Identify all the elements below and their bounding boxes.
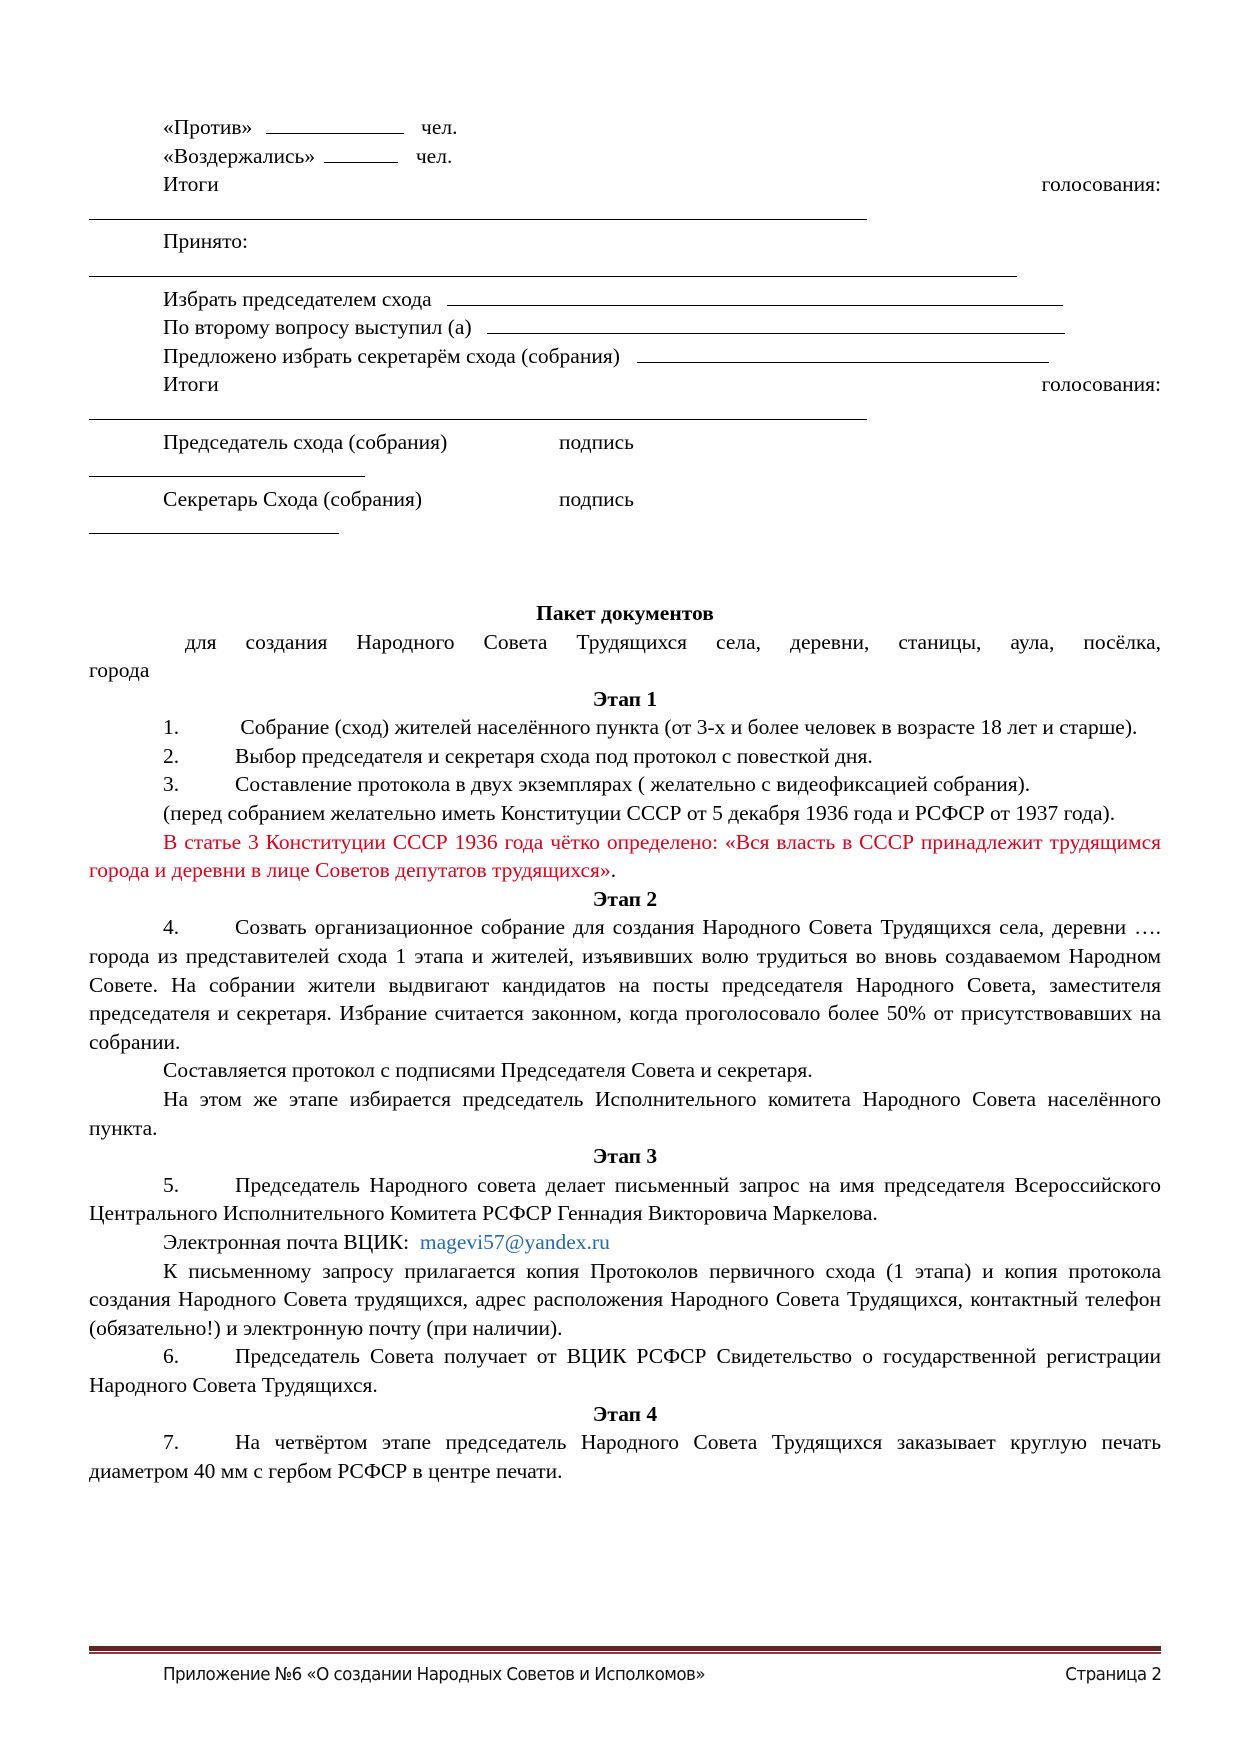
accepted-field[interactable] bbox=[89, 256, 1161, 285]
item-text: Составление протокола в двух экземплярах ( желательно с видеофиксацией собрания). bbox=[235, 772, 1031, 797]
page-number: Страница 2 bbox=[1064, 1664, 1161, 1685]
item-number: 6. bbox=[163, 1344, 180, 1369]
accepted-underline[interactable] bbox=[89, 258, 1017, 277]
accepted-line bbox=[89, 227, 1161, 256]
results-label-voting-2: голосования: bbox=[1041, 372, 1161, 397]
chair-signature-field[interactable] bbox=[89, 456, 1161, 485]
email-label: Электронная почта ВЦИК: bbox=[163, 1229, 410, 1254]
chair-signature-word: подпись bbox=[559, 429, 634, 454]
item-text: Выбор председателя и секретаря схода под протокол с повесткой дня. bbox=[235, 743, 873, 768]
propose-secretary-line bbox=[89, 342, 1161, 371]
constitution-quote: В статье 3 Конституции СССР 1936 года чётко определено: «Вся власть в СССР принадлежит трудящимся города и деревни в лице Советов депутатов трудящихся» bbox=[89, 829, 1161, 883]
propose-secretary-field[interactable] bbox=[637, 344, 1049, 363]
elect-chair-label: Избрать председателем схода bbox=[163, 286, 432, 311]
against-label: «Против» bbox=[163, 115, 253, 139]
spacer bbox=[89, 542, 1161, 599]
elect-chair-field[interactable] bbox=[447, 287, 1063, 306]
footer-divider bbox=[89, 1646, 1161, 1654]
item-text: Председатель Совета получает от ВЦИК РСФСР Свидетельство о государственной регистрации Народного Совета Трудящихся. bbox=[89, 1344, 1161, 1397]
secretary-signature-word: подпись bbox=[559, 486, 634, 511]
results-field-2[interactable] bbox=[89, 399, 1161, 428]
results-label-voting: голосования: bbox=[1041, 172, 1161, 197]
second-question-field[interactable] bbox=[487, 315, 1065, 334]
accepted-label: Принято: bbox=[163, 229, 249, 254]
package-title: Пакет документов bbox=[536, 600, 714, 625]
results-underline[interactable] bbox=[89, 201, 867, 220]
item-text: На четвёртом этапе председатель Народного Совета Трудящихся заказывает круглую печать диаметром 40 мм с гербом РСФСР в центре печати. bbox=[89, 1430, 1161, 1483]
secretary-signature-field[interactable] bbox=[89, 513, 1161, 542]
stage-1-highlight bbox=[89, 828, 1161, 885]
stage-1-item-1 bbox=[89, 713, 1161, 742]
stage-3-item-5 bbox=[89, 1171, 1161, 1228]
item-text: Созвать организационное собрание для создания Народного Совета Трудящихся села, деревни …. города из представителей схода 1 этапа и жителей, изъявивших волю трудиться во вновь создаваемом Народном Совете. На собрании жители выдвигают кандидатов на посты председателя Народного Совета, заместителя председателя и секретаря. Избрание считается законном, когда проголосовало более 50% от присутствовавших на собрании. bbox=[89, 915, 1161, 1054]
against-unit: чел. bbox=[421, 115, 458, 139]
paragraph-text: На этом же этапе избирается председатель Исполнительного комитета Народного Совета населённого пункта. bbox=[89, 1087, 1161, 1140]
elect-chair-line bbox=[89, 285, 1161, 314]
second-question-line bbox=[89, 313, 1161, 342]
propose-secretary-label: Предложено избрать секретарём схода (собрания) bbox=[163, 343, 620, 368]
results-line-2 bbox=[89, 370, 1161, 399]
stage-3-item-6 bbox=[89, 1342, 1161, 1399]
package-subtitle-line2: города bbox=[89, 658, 150, 683]
stage-4-item-7 bbox=[89, 1428, 1161, 1485]
stage-4-title: Этап 4 bbox=[592, 1401, 658, 1426]
stage-2-item-4 bbox=[89, 913, 1161, 1056]
secretary-signature-underline[interactable] bbox=[89, 515, 339, 534]
abstained-unit: чел. bbox=[415, 143, 453, 168]
results-underline-2[interactable] bbox=[89, 401, 867, 420]
stage-1-item-3 bbox=[89, 770, 1161, 799]
item-text: Председатель Народного совета делает письменный запрос на имя председателя Всероссийского Центрального Исполнительного Комитета РСФСР Геннадия Викторовича Маркелова. bbox=[89, 1172, 1161, 1226]
item-number: 4. bbox=[163, 915, 180, 940]
footer-title: Приложение №6 «О создании Народных Советов и Исполкомов» bbox=[163, 1664, 706, 1685]
abstained-line bbox=[89, 142, 1161, 171]
document-body bbox=[89, 113, 1161, 1485]
package-subtitle-line1: для создания Народного Совета Трудящихся села, деревни, станицы, аула, посёлка, bbox=[185, 629, 1161, 654]
secretary-signature-line bbox=[89, 485, 1161, 514]
paragraph-text: Составляется протокол с подписями Председателя Совета и секретаря. bbox=[163, 1058, 813, 1083]
chair-signature-underline[interactable] bbox=[89, 458, 365, 477]
quote-end: . bbox=[610, 858, 617, 883]
stage-3-title: Этап 3 bbox=[592, 1144, 658, 1169]
item-number: 3. bbox=[163, 772, 180, 797]
stage-1-item-2 bbox=[89, 742, 1161, 771]
footer-divider-thin bbox=[89, 1652, 1161, 1654]
chair-signature-line bbox=[89, 428, 1161, 457]
results-field-1[interactable] bbox=[89, 199, 1161, 228]
stage-2-title: Этап 2 bbox=[592, 886, 658, 911]
stage-1-note bbox=[89, 799, 1161, 828]
results-label: Итоги bbox=[163, 172, 219, 197]
email-link[interactable]: magevi57@yandex.ru bbox=[419, 1229, 610, 1254]
attachment-text: К письменному запросу прилагается копия Протоколов первичного схода (1 этапа) и копия протокола создания Народного Совета трудящихся, адрес расположения Народного Совета Трудящихся, контактный телефон (обязательно!) и электронную почту (при наличии). bbox=[89, 1258, 1161, 1340]
stage-2-paragraph-1 bbox=[89, 1056, 1161, 1085]
results-line-1 bbox=[89, 170, 1161, 199]
item-number: 2. bbox=[163, 743, 180, 768]
stage-3-attachment bbox=[89, 1257, 1161, 1343]
stage-2-paragraph-2 bbox=[89, 1085, 1161, 1142]
note-text: (перед собранием желательно иметь Конституции СССР от 5 декабря 1936 года и РСФСР от 1937 года). bbox=[163, 801, 1116, 826]
stage-3-email-line bbox=[89, 1228, 1161, 1257]
chair-signature-label: Председатель схода (собрания) bbox=[163, 429, 448, 454]
abstained-label: «Воздержались» bbox=[163, 143, 316, 168]
against-line bbox=[89, 113, 1161, 142]
stage-1-title: Этап 1 bbox=[592, 686, 658, 711]
abstained-count-field[interactable] bbox=[324, 144, 398, 163]
results-label-2: Итоги bbox=[163, 372, 219, 397]
item-text: Собрание (сход) жителей населённого пункта (от 3-х и более человек в возрасте 18 лет и старше). bbox=[235, 715, 1138, 740]
against-count-field[interactable] bbox=[266, 115, 404, 134]
item-number: 5. bbox=[163, 1172, 180, 1197]
secretary-signature-label: Секретарь Схода (собрания) bbox=[163, 486, 423, 511]
item-number: 1. bbox=[163, 715, 180, 740]
second-question-label: По второму вопросу выступил (а) bbox=[163, 315, 472, 340]
item-number: 7. bbox=[163, 1430, 180, 1455]
